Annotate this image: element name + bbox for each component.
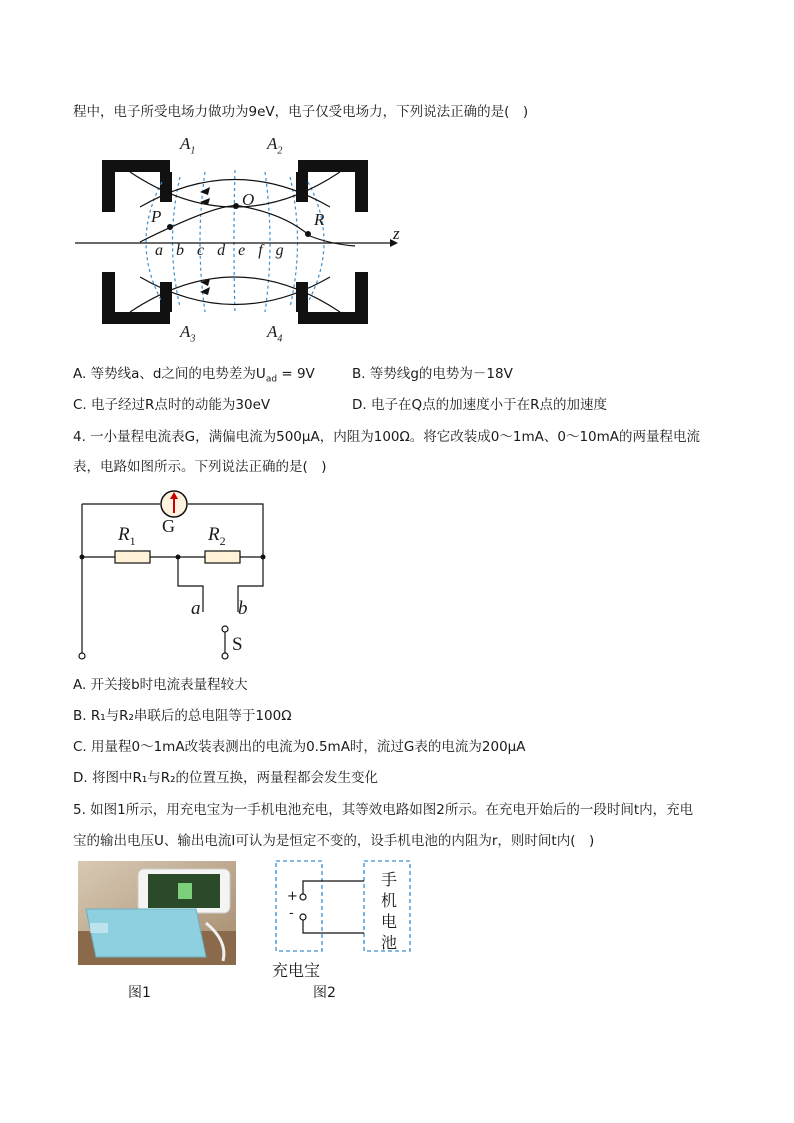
q3-option-a: A. 等势线a、d之间的电势差为$U_{ad} = 9V$ xyxy=(73,366,315,385)
power-bank-graphic xyxy=(86,909,206,957)
q3-option-b: B. 等势线g的电势为－18V xyxy=(352,366,513,382)
plus-sign: + xyxy=(287,889,298,904)
q3-electric-field-figure xyxy=(70,132,410,347)
plate-a4-inner xyxy=(296,282,308,312)
label-r: R xyxy=(314,210,325,229)
q4-option-a: A. 开关接b时电流表量程较大 xyxy=(73,677,248,693)
battery-label: 手 机 电 池 xyxy=(380,872,397,952)
q5-stem-line2: 宝的输出电压U、输出电流I可认为是恒定不变的，设手机电池的内阻为r，则时间t内( ) xyxy=(73,833,595,849)
plate-a1 xyxy=(102,160,170,212)
label-b: b xyxy=(238,598,248,619)
fig2-caption: 图2 xyxy=(313,985,336,1001)
plate-a4 xyxy=(298,272,368,324)
minus-sign: - xyxy=(289,906,294,921)
label-z: z xyxy=(393,224,400,243)
powerbank-label: 充电宝 xyxy=(272,963,321,980)
q4-option-b: B. R₁与R₂串联后的总电阻等于100Ω xyxy=(73,708,292,724)
label-s: S xyxy=(232,634,243,655)
q5-stem-line1: 5. 如图1所示，用充电宝为一手机电池充电，其等效电路如图2所示。在充电开始后的一段时间t内，充电 xyxy=(73,802,694,818)
label-p: P xyxy=(151,207,162,226)
fig1-photo xyxy=(78,861,236,965)
label-o: O xyxy=(242,190,255,209)
q3-option-c: C. 电子经过R点时的动能为30eV xyxy=(73,397,271,413)
label-a4: $A_4$ xyxy=(267,322,283,345)
label-a3: $A_3$ xyxy=(180,322,196,345)
label-a1: $A_1$ xyxy=(180,134,196,157)
q3-option-d: D. 电子在Q点的加速度小于在R点的加速度 xyxy=(352,397,607,413)
resistor-r2 xyxy=(205,551,240,563)
powerbank-box xyxy=(276,861,322,951)
plate-a2 xyxy=(298,160,368,212)
label-g: G xyxy=(162,516,175,536)
label-r2: $R_2$ xyxy=(208,524,226,548)
label-r1: $R_1$ xyxy=(118,524,136,548)
equipotential-labels: abcdefg xyxy=(155,242,297,259)
q4-circuit-figure xyxy=(70,484,280,669)
resistor-r1 xyxy=(115,551,150,563)
label-a2: $A_2$ xyxy=(267,134,283,157)
fig1-caption: 图1 xyxy=(128,985,151,1001)
label-a: a xyxy=(191,598,201,619)
q4-stem-line2: 表，电路如图所示。下列说法正确的是( ) xyxy=(73,459,327,475)
plate-a1-inner xyxy=(160,172,172,202)
q4-option-d: D. 将图中R₁与R₂的位置互换，两量程都会发生变化 xyxy=(73,770,379,786)
plate-a2-inner xyxy=(296,172,308,202)
q4-stem-line1: 4. 一小量程电流表G，满偏电流为500μA，内阻为100Ω。将它改装成0～1mA、0～10mA的两量程电流 xyxy=(73,429,701,445)
phone-graphic xyxy=(138,869,230,913)
q3-stem-tail: 程中，电子所受电场力做功为9eV，电子仅受电场力，下列说法正确的是( ) xyxy=(73,104,529,120)
q4-option-c: C. 用量程0～1mA改装表测出的电流为0.5mA时，流过G表的电流为200μA xyxy=(73,739,526,755)
plate-a3-inner xyxy=(160,282,172,312)
